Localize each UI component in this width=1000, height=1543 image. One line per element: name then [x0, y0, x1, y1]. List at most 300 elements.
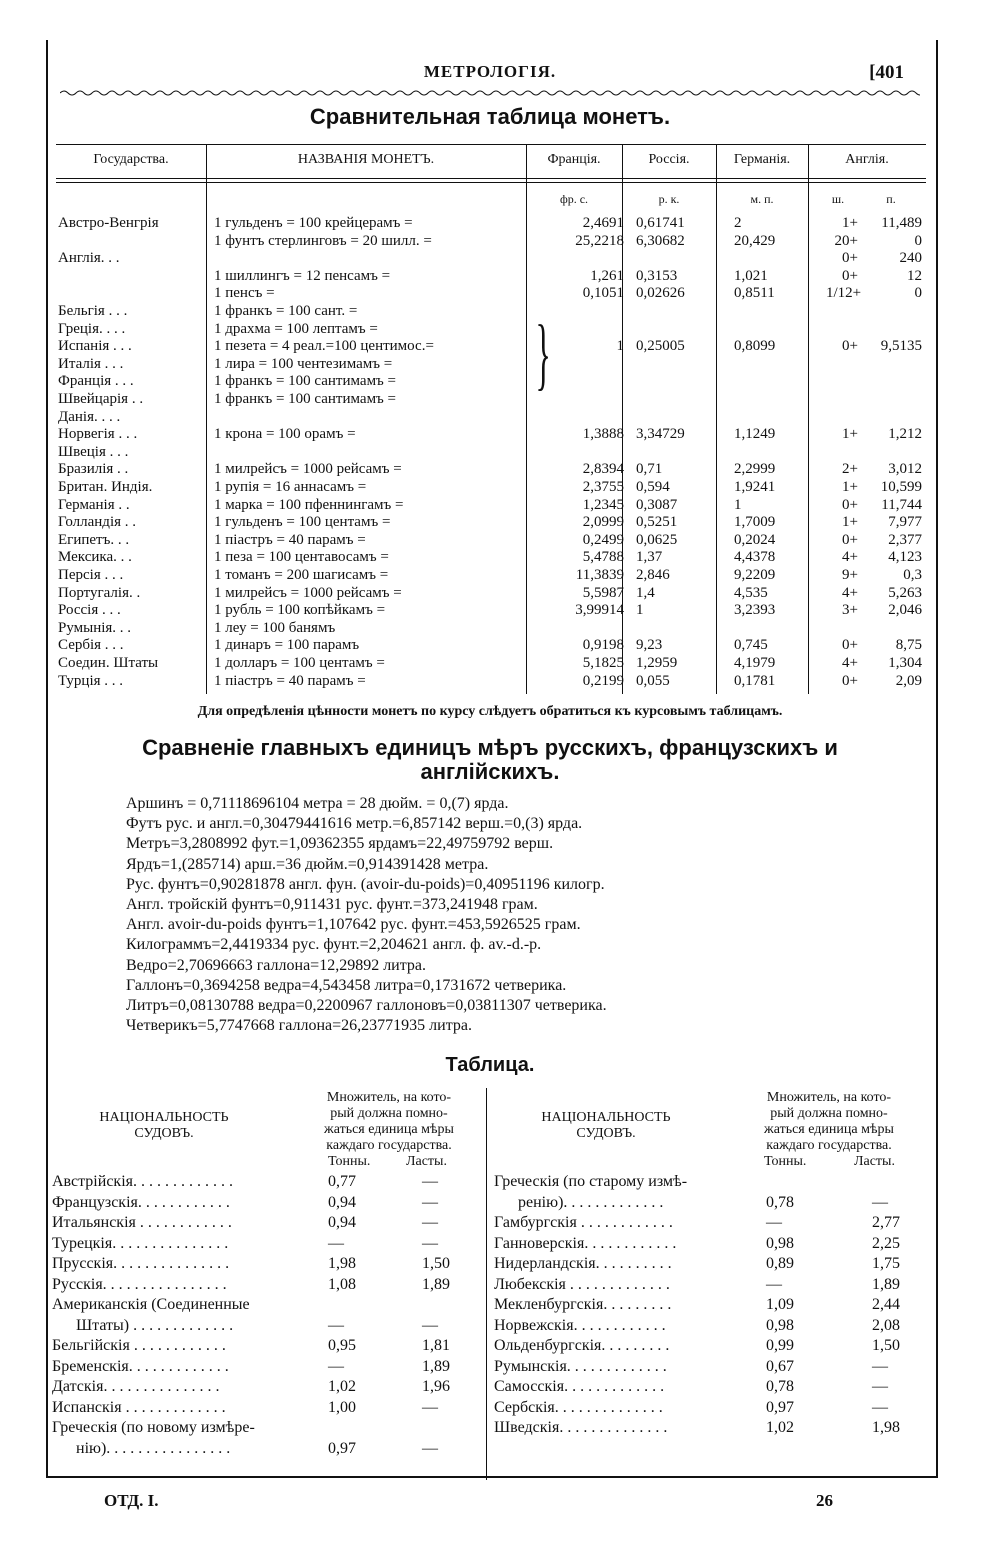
- cell-ru: 6,30682: [636, 232, 685, 249]
- cell-tons: 1,02: [766, 1419, 794, 1436]
- mult-header-line: жаться единица мѣры: [324, 1122, 454, 1137]
- cell-de: 4,1979: [734, 655, 776, 671]
- cell-sh: 20+: [834, 232, 858, 249]
- cell-name: Ганноверскія. . . . . . . . . . . .: [494, 1234, 677, 1252]
- nat-header-line: НАЦІОНАЛЬНОСТЬ: [541, 1110, 671, 1125]
- table-header-rule: [56, 178, 926, 179]
- cell-tons: 0,94: [328, 1214, 356, 1231]
- cell-name: Русскія. . . . . . . . . . . . . . . .: [52, 1275, 227, 1293]
- cell-state: Турція . . .: [58, 672, 124, 689]
- cell-ru: 0,3087: [636, 496, 678, 513]
- cell-ru: 9,23: [636, 637, 663, 654]
- cell-de: 1: [734, 496, 742, 513]
- cell-sh: 1+: [842, 479, 858, 495]
- table-row: [56, 443, 926, 461]
- cell-lasts: —: [872, 1357, 888, 1375]
- cell-state: Бельгія . . .: [58, 303, 128, 319]
- cell-p: 11,489: [881, 215, 922, 231]
- cell-state: Англія. . .: [58, 250, 120, 267]
- mult-header-line: Множитель, на кото-: [326, 1090, 452, 1105]
- cell-lasts: —: [422, 1398, 438, 1416]
- table-row: [56, 548, 926, 566]
- table-row: [56, 408, 926, 426]
- footer-page: 26: [816, 1491, 833, 1510]
- cell-sh: 0+: [842, 672, 858, 689]
- cell-state: Персія . . .: [58, 567, 124, 583]
- brace: }: [535, 310, 551, 398]
- cell-sh: 1+: [842, 215, 858, 231]
- table-row: [56, 531, 926, 549]
- cell-name: Греческія (по старому измѣ-: [494, 1173, 688, 1190]
- cell-name: Бельгійскія . . . . . . . . . . . .: [52, 1337, 226, 1354]
- cell-ru: 1: [636, 602, 644, 619]
- cell-coin: 1 долларъ = 100 центамъ =: [214, 655, 385, 671]
- cell-name: Австрійскія. . . . . . . . . . . . .: [52, 1173, 233, 1190]
- mult-header-left: [294, 1090, 484, 1170]
- equivalence-line: Ярдъ=1,(285714) арш.=36 дюйм.=0,914391428 метра.: [126, 855, 489, 873]
- table-row: [56, 654, 926, 672]
- cell-coin: 1 пезета = 4 реал.=100 центимос.=: [214, 338, 434, 355]
- cell-fr: 1: [616, 338, 624, 355]
- col-header-france: Франція.: [547, 152, 601, 167]
- cell-state: Греція. . . .: [58, 320, 126, 337]
- cell-coin: 1 рупія = 16 аннасамъ =: [214, 479, 367, 495]
- cell-lasts: 2,25: [872, 1234, 900, 1252]
- nat-header-line: НАЦІОНАЛЬНОСТЬ: [99, 1110, 229, 1125]
- wavy-rule: [60, 88, 920, 98]
- cell-lasts: 2,77: [872, 1214, 900, 1231]
- coin-table: [56, 144, 926, 694]
- cell-sh: 0+: [842, 250, 858, 267]
- cell-state: Италія . . .: [58, 355, 124, 372]
- cell-sh: 2+: [842, 461, 858, 478]
- cell-de: 2: [734, 215, 742, 231]
- cell-lasts: —: [872, 1378, 888, 1395]
- cell-coin: 1 динаръ = 100 парамъ: [214, 637, 360, 654]
- cell-name: Греческія (по новому измѣре-: [52, 1419, 255, 1436]
- table-row: [56, 337, 926, 355]
- mult-header-line: каждаго государства.: [766, 1138, 892, 1153]
- cell-tons: 0,99: [766, 1337, 794, 1354]
- cell-de: 4,535: [734, 584, 768, 601]
- cell-name: Турецкія. . . . . . . . . . . . . . .: [52, 1234, 229, 1252]
- table-row: [56, 636, 926, 654]
- cell-p: 2,046: [888, 602, 922, 619]
- comparison-title: [46, 736, 934, 784]
- equivalence-line: Четверикъ=5,7747668 галлона=26,23771935 литра.: [126, 1017, 472, 1035]
- table-row: [56, 232, 926, 250]
- cell-state: Сербія . . .: [58, 637, 124, 654]
- cell-name: Французскія. . . . . . . . . . . .: [52, 1193, 230, 1211]
- cell-tons: 0,89: [766, 1255, 794, 1272]
- cell-tons: —: [328, 1316, 344, 1334]
- cell-coin: 1 гульденъ = 100 крейцерамъ =: [214, 215, 413, 231]
- cell-state: Германія . .: [58, 496, 130, 513]
- cell-ru: 0,25005: [636, 338, 685, 355]
- cell-lasts: 1,50: [422, 1255, 450, 1272]
- cell-ru: 2,846: [636, 567, 670, 583]
- cell-name: Итальянскія . . . . . . . . . . . .: [52, 1214, 232, 1231]
- mult-header-right: [734, 1090, 924, 1170]
- cell-state: Россія . . .: [58, 602, 121, 619]
- coin-table-title: Сравнительная таблица монетъ.: [309, 104, 671, 129]
- page-number: [401: [869, 62, 904, 83]
- equivalence-line: Футъ рус. и англ.=0,30479441616 метр.=6,857142 верш.=0,(3) ярда.: [126, 815, 583, 833]
- cell-tons: 0,78: [766, 1378, 794, 1395]
- cell-state: Швейцарія . .: [58, 391, 144, 407]
- table-row: [56, 355, 926, 373]
- cell-fr: 0,2199: [582, 672, 624, 689]
- cell-sh: 4+: [842, 549, 858, 566]
- cell-coin: 1 пеза = 100 центавосамъ =: [214, 549, 389, 566]
- cell-ru: 0,02626: [636, 285, 685, 302]
- mult-header-line: рый должна помно-: [330, 1106, 448, 1121]
- comparison-title-line1: Сравненіе главныхъ единицъ мѣръ русскихъ, французскихъ и: [142, 735, 838, 760]
- table-row: [56, 672, 926, 690]
- cell-name: Сербскія. . . . . . . . . . . . . .: [494, 1398, 663, 1416]
- cell-tons: 0,77: [328, 1173, 356, 1190]
- col-header-england: Англія.: [845, 152, 889, 167]
- cell-tons: 0,94: [328, 1193, 356, 1211]
- cell-coin: 1 пенсъ =: [214, 285, 275, 302]
- cell-name: Испанскія . . . . . . . . . . . . .: [52, 1398, 226, 1416]
- running-title: МЕТРОЛОГІЯ.: [423, 62, 557, 81]
- cell-name: Мекленбургскія. . . . . . . . .: [494, 1296, 672, 1313]
- col-header-coin: НАЗВАНІЯ МОНЕТЪ.: [297, 152, 435, 167]
- cell-lasts: —: [422, 1316, 438, 1334]
- col-header-state: Государства.: [93, 152, 169, 167]
- unit-de: м. п.: [750, 192, 774, 206]
- cell-state: Данія. . . .: [58, 408, 121, 425]
- cell-coin: 1 милрейсъ = 1000 рейсамъ =: [214, 461, 402, 478]
- cell-tons: 0,67: [766, 1357, 794, 1375]
- cell-coin: 1 рубль = 100 копѣйкамъ =: [214, 602, 386, 619]
- cell-de: 4,4378: [734, 549, 776, 566]
- cell-fr: 5,1825: [582, 655, 624, 671]
- table-row: [56, 320, 926, 338]
- equivalence-line: Ведро=2,70696663 галлона=12,29892 литра.: [126, 956, 427, 974]
- unit-fr: фр. с.: [559, 192, 589, 206]
- cell-tons: 1,09: [766, 1296, 794, 1313]
- cell-state: Британ. Индія.: [58, 479, 153, 495]
- cell-tons: 0,78: [766, 1193, 794, 1211]
- cell-name: Бременскія. . . . . . . . . . . . .: [52, 1357, 229, 1375]
- mult-header-line: рый должна помно-: [770, 1106, 888, 1121]
- unit-lasts: Ласты.: [406, 1154, 447, 1169]
- equivalence-line: Килограммъ=2,4419334 рус. фунт.=2,204621 англ. ф. av.-d.-p.: [126, 936, 542, 954]
- cell-de: 0,8511: [734, 285, 775, 302]
- cell-tons: 1,00: [328, 1398, 356, 1416]
- table-row: [56, 302, 926, 320]
- cell-p: 0: [914, 232, 922, 249]
- cell-p: 4,123: [888, 549, 922, 566]
- cell-tons: 1,08: [328, 1275, 356, 1293]
- table-row: [56, 284, 926, 302]
- cell-coin: 1 франкъ = 100 сантимамъ =: [214, 373, 397, 390]
- mult-header-line: Множитель, на кото-: [766, 1090, 892, 1105]
- cell-p: 1,212: [888, 426, 922, 443]
- cell-de: 1,9241: [734, 479, 776, 495]
- cell-coin: 1 гульденъ = 100 центамъ =: [214, 514, 391, 531]
- cell-de: 0,745: [734, 637, 768, 654]
- mult-header-line: каждаго государства.: [326, 1138, 452, 1153]
- cell-tons: 0,97: [766, 1398, 794, 1416]
- cell-sh: 0+: [842, 637, 858, 654]
- nat-header-left: [64, 1110, 264, 1142]
- footer-section: ОТД. I.: [104, 1491, 159, 1510]
- cell-tons: —: [328, 1234, 344, 1252]
- cell-lasts: —: [422, 1173, 438, 1190]
- cell-fr: 0,9198: [582, 637, 624, 654]
- unit-sh: ш.: [831, 192, 845, 206]
- cell-tons: —: [328, 1357, 344, 1375]
- cell-name: ренію). . . . . . . . . . . . .: [494, 1193, 664, 1211]
- equivalence-line: Метръ=3,2808992 фут.=1,09362355 ярдамъ=22,49759792 верш.: [126, 835, 554, 853]
- table-row: [56, 496, 926, 514]
- cell-ru: 0,055: [636, 672, 670, 689]
- cell-coin: 1 франкъ = 100 сантимамъ =: [214, 391, 397, 407]
- cell-name: Шведскія. . . . . . . . . . . . . .: [494, 1419, 668, 1436]
- cell-fr: 5,5987: [582, 584, 624, 601]
- mult-header-line: жаться единица мѣры: [764, 1122, 894, 1137]
- comparison-title-line2: англійскихъ.: [420, 759, 560, 784]
- cell-lasts: 2,44: [872, 1296, 900, 1313]
- cell-coin: 1 франкъ = 100 сант. =: [214, 303, 358, 319]
- cell-fr: 3,99914: [575, 602, 624, 619]
- cell-sh: 1/12+: [826, 285, 862, 302]
- cell-lasts: —: [422, 1214, 438, 1231]
- cell-sh: 0+: [842, 267, 858, 284]
- cell-state: Испанія . . .: [58, 338, 132, 355]
- cell-sh: 4+: [842, 584, 858, 601]
- cell-state: Португалія. .: [58, 584, 141, 601]
- cell-de: 0,1781: [734, 672, 776, 689]
- cell-de: 0,2024: [734, 531, 776, 548]
- cell-tons: —: [766, 1275, 782, 1293]
- cell-de: 3,2393: [734, 602, 776, 619]
- cell-sh: 9+: [842, 567, 858, 583]
- cell-p: 3,012: [888, 461, 922, 478]
- cell-coin: 1 драхма = 100 лептамъ =: [214, 320, 378, 337]
- table-row: [56, 267, 926, 285]
- cell-ru: 0,594: [636, 479, 670, 495]
- cell-coin: 1 піастръ = 40 парамъ =: [214, 531, 366, 548]
- cell-sh: 0+: [842, 531, 858, 548]
- cell-name: нію). . . . . . . . . . . . . . . .: [52, 1439, 231, 1457]
- cell-ru: 1,2959: [636, 655, 678, 671]
- cell-name: Датскія. . . . . . . . . . . . . . .: [52, 1378, 220, 1395]
- cell-state: Бразилія . .: [58, 461, 129, 478]
- cell-coin: 1 лира = 100 чентезимамъ =: [214, 355, 393, 372]
- cell-de: 20,429: [734, 232, 776, 249]
- cell-fr: 2,8394: [582, 461, 624, 478]
- cell-sh: 1+: [842, 426, 858, 443]
- cell-tons: 1,02: [328, 1378, 356, 1395]
- cell-de: 1,1249: [734, 426, 776, 443]
- cell-p: 8,75: [895, 637, 922, 654]
- cell-coin: 1 леу = 100 банямъ: [214, 619, 336, 636]
- cell-state: Норвегія . . .: [58, 426, 138, 443]
- cell-tons: 0,95: [328, 1337, 356, 1354]
- cell-fr: 5,4788: [582, 549, 624, 566]
- table-row: [56, 214, 926, 232]
- cell-lasts: 1,89: [872, 1275, 900, 1293]
- table-top-rule: [56, 144, 926, 145]
- unit-tons: Тонны.: [764, 1154, 807, 1169]
- cell-de: 1,7009: [734, 514, 776, 531]
- cell-fr: 0,2499: [582, 531, 624, 548]
- cell-tons: —: [766, 1214, 782, 1231]
- cell-coin: 1 милрейсъ = 1000 рейсамъ =: [214, 584, 402, 601]
- cell-fr: 0,1051: [582, 285, 624, 302]
- cell-tons: 0,98: [766, 1316, 794, 1334]
- table-row: [56, 390, 926, 408]
- cell-ru: 0,71: [636, 461, 663, 478]
- equivalence-line: Аршинъ = 0,71118696104 метра = 28 дюйм. = 0,(7) ярда.: [126, 795, 509, 812]
- cell-state: Мексика. . .: [58, 549, 132, 566]
- nat-header-right: [506, 1110, 706, 1142]
- table-row: [56, 619, 926, 637]
- cell-sh: 1+: [842, 514, 858, 531]
- unit-tons: Тонны.: [328, 1154, 371, 1169]
- cell-fr: 11,3839: [575, 567, 624, 583]
- cell-ru: 0,0625: [636, 531, 678, 548]
- cell-ru: 0,5251: [636, 514, 678, 531]
- cell-sh: 3+: [842, 602, 858, 619]
- nat-header-line: СУДОВЪ.: [576, 1126, 636, 1141]
- cell-ru: 0,61741: [636, 215, 685, 231]
- coin-note: Для опредѣленія цѣнности монетъ по курсу слѣдуетъ обратиться къ курсовымъ таблицамъ.: [197, 704, 783, 719]
- cell-sh: 0+: [842, 338, 858, 355]
- cell-lasts: 1,89: [422, 1357, 450, 1375]
- cell-de: 9,2209: [734, 567, 776, 583]
- cell-name: Ольденбургскія. . . . . . . . .: [494, 1337, 670, 1354]
- cell-lasts: —: [422, 1193, 438, 1211]
- table-row: [56, 460, 926, 478]
- cell-p: 0: [914, 285, 922, 302]
- cell-name: Прусскія. . . . . . . . . . . . . . .: [52, 1255, 230, 1272]
- cell-lasts: 2,08: [872, 1316, 900, 1334]
- cell-lasts: 1,89: [422, 1275, 450, 1293]
- cell-name: Американскія (Соединенные: [52, 1296, 250, 1313]
- cell-state: Франція . . .: [58, 373, 134, 390]
- cell-lasts: —: [422, 1439, 438, 1457]
- cell-fr: 1,261: [590, 267, 624, 284]
- cell-lasts: —: [872, 1193, 888, 1211]
- cell-fr: 2,3755: [582, 479, 624, 495]
- ship-table-title: Таблица.: [445, 1054, 535, 1076]
- unit-ru: р. к.: [658, 192, 680, 206]
- cell-tons: 0,97: [328, 1439, 356, 1457]
- table-row: [56, 249, 926, 267]
- cell-p: 12: [907, 267, 922, 284]
- equivalence-line: Литръ=0,08130788 ведра=0,2200967 галлоновъ=0,03811307 четверика.: [126, 997, 607, 1014]
- cell-ru: 0,3153: [636, 267, 678, 284]
- cell-name: Штаты) . . . . . . . . . . . . .: [52, 1316, 234, 1334]
- cell-p: 2,377: [888, 531, 922, 548]
- cell-coin: 1 фунтъ стерлинговъ = 20 шилл. =: [214, 232, 432, 249]
- cell-state: Голландія . .: [58, 514, 137, 531]
- cell-state: Австро-Венгрія: [58, 215, 159, 231]
- cell-ru: 3,34729: [636, 426, 685, 443]
- cell-lasts: 1,81: [422, 1337, 450, 1354]
- table-row: [56, 584, 926, 602]
- cell-p: 1,304: [888, 655, 922, 671]
- cell-sh: 0+: [842, 496, 858, 513]
- cell-de: 1,021: [734, 267, 768, 284]
- cell-fr: 2,0999: [582, 514, 624, 531]
- cell-state: Румынія. . .: [58, 619, 132, 636]
- cell-tons: 0,98: [766, 1234, 794, 1252]
- cell-lasts: —: [422, 1234, 438, 1252]
- running-header: [46, 62, 934, 86]
- table-row: [56, 513, 926, 531]
- col-header-germany: Германія.: [733, 152, 791, 167]
- cell-p: 10,599: [880, 479, 922, 495]
- cell-ru: 1,4: [636, 584, 655, 601]
- cell-fr: 1,2345: [582, 496, 624, 513]
- cell-name: Румынскія. . . . . . . . . . . . .: [494, 1357, 667, 1375]
- cell-state: Египетъ. . .: [58, 531, 130, 548]
- cell-p: 5,263: [888, 584, 922, 601]
- cell-state: Швеція . . .: [58, 443, 129, 460]
- equivalence-line: Англ. avoir-du-poids фунтъ=1,107642 рус. фунт.=453,5926525 грам.: [126, 916, 581, 934]
- cell-fr: 25,2218: [575, 232, 624, 249]
- col-header-russia: Россія.: [648, 152, 690, 167]
- cell-p: 11,744: [881, 496, 922, 513]
- cell-name: Гамбургскія . . . . . . . . . . . .: [494, 1214, 673, 1231]
- cell-sh: 4+: [842, 655, 858, 671]
- cell-fr: 1,3888: [582, 426, 624, 443]
- cell-tons: 1,98: [328, 1255, 356, 1272]
- unit-lasts: Ласты.: [854, 1154, 895, 1169]
- cell-p: 7,977: [888, 514, 922, 531]
- table-header-rule-2: [56, 182, 926, 183]
- cell-de: 2,2999: [734, 461, 776, 478]
- cell-coin: 1 шиллингъ = 12 пенсамъ =: [214, 267, 391, 284]
- cell-coin: 1 марка = 100 пфеннингамъ =: [214, 496, 404, 513]
- table-row: [56, 372, 926, 390]
- cell-ru: 1,37: [636, 549, 663, 566]
- table-row: [56, 478, 926, 496]
- table-row: [56, 425, 926, 443]
- ship-col-divider: [486, 1088, 487, 1480]
- cell-lasts: 1,96: [422, 1378, 450, 1395]
- nat-header-line: СУДОВЪ.: [134, 1126, 194, 1141]
- cell-coin: 1 томанъ = 200 шагисамъ =: [214, 567, 389, 583]
- cell-name: Самосскія. . . . . . . . . . . . .: [494, 1378, 665, 1395]
- cell-coin: 1 піастръ = 40 парамъ =: [214, 672, 366, 689]
- cell-p: 240: [899, 250, 922, 267]
- cell-lasts: —: [872, 1398, 888, 1416]
- cell-name: Нидерландскія. . . . . . . . . .: [494, 1255, 672, 1272]
- cell-lasts: 1,50: [872, 1337, 900, 1354]
- cell-state: Соедин. Штаты: [58, 655, 159, 671]
- equivalence-line: Рус. фунтъ=0,90281878 англ. фун. (avoir-du-poids)=0,40951196 килогр.: [126, 875, 605, 893]
- table-row: [56, 601, 926, 619]
- cell-lasts: 1,75: [872, 1255, 900, 1272]
- equivalence-line: Англ. тройскій фунтъ=0,911431 рус. фунт.=373,241948 грам.: [126, 896, 538, 913]
- cell-de: 0,8099: [734, 338, 776, 355]
- unit-p: п.: [886, 192, 896, 206]
- cell-p: 2,09: [895, 672, 922, 689]
- cell-name: Норвежскія. . . . . . . . . . . .: [494, 1316, 666, 1334]
- cell-p: 9,5135: [880, 338, 922, 355]
- cell-fr: 2,4691: [582, 215, 624, 231]
- equivalence-line: Галлонъ=0,3694258 ведра=4,543458 литра=0,1731672 четверика.: [126, 976, 567, 994]
- cell-lasts: 1,98: [872, 1419, 900, 1436]
- cell-p: 0,3: [903, 567, 922, 583]
